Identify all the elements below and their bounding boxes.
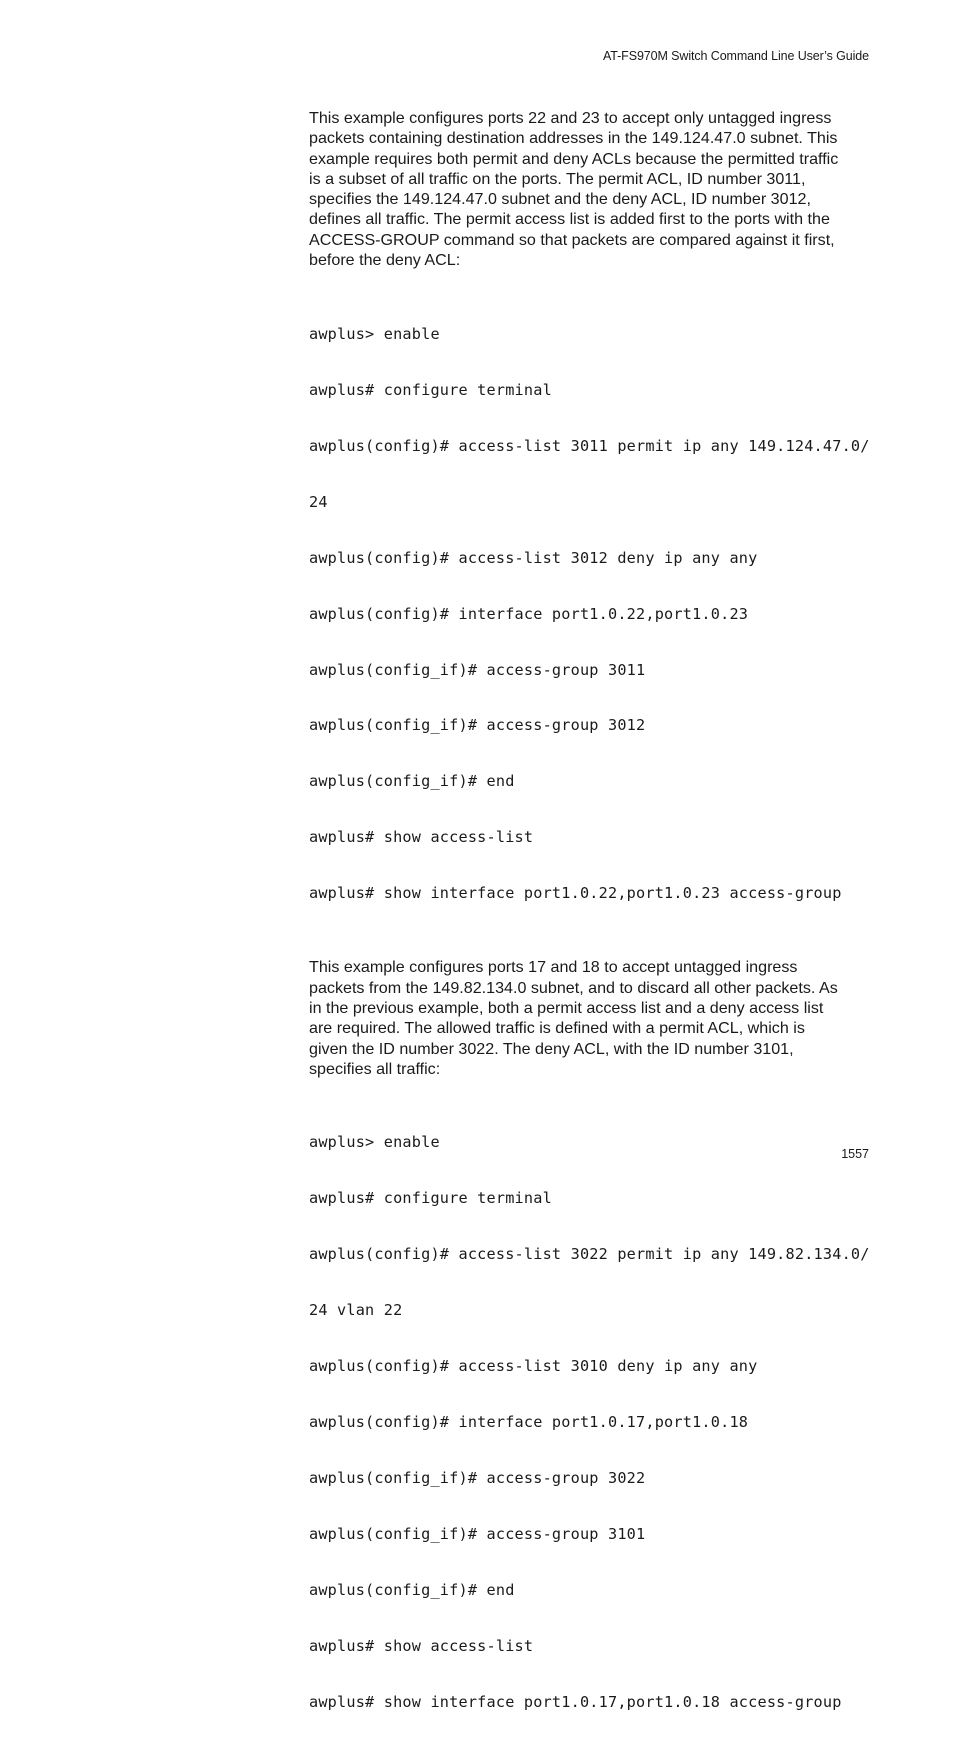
code-line: awplus# show interface port1.0.17,port1.0.18 access-group [309, 1693, 842, 1712]
paragraph-line: packets from the 149.82.134.0 subnet, and to discard all other packets. As [309, 978, 838, 997]
code-line: awplus(config)# access-list 3022 permit ip any 149.82.134.0/ [309, 1245, 870, 1264]
code-line: awplus(config)# access-list 3012 deny ip any any [309, 548, 758, 567]
paragraph-line: specifies all traffic: [309, 1059, 441, 1078]
code-line: awplus# configure terminal [309, 380, 552, 399]
code-line: awplus(config)# access-list 3011 permit ip any 149.124.47.0/ [309, 436, 870, 455]
code-line: awplus(config_if)# access-group 3011 [309, 660, 646, 679]
page-number: 1557 [841, 1147, 869, 1161]
paragraph-line: in the previous example, both a permit access list and a deny access list [309, 998, 824, 1017]
code-line: 24 [309, 492, 328, 511]
paragraph-line: example requires both permit and deny ACLs because the permitted traffic [309, 149, 839, 168]
code-line: awplus# configure terminal [309, 1189, 552, 1208]
paragraph-line: This example configures ports 17 and 18 to accept untagged ingress [309, 958, 798, 977]
code-line: awplus> enable [309, 1133, 440, 1152]
code-line: awplus# show interface port1.0.22,port1.0.23 access-group [309, 884, 842, 903]
paragraph-line: packets containing destination addresses in the 149.124.47.0 subnet. This [309, 129, 838, 148]
paragraph-line: specifies the 149.124.47.0 subnet and the deny ACL, ID number 3012, [309, 190, 811, 209]
code-line: awplus(config)# interface port1.0.22,port1.0.23 [309, 604, 749, 623]
paragraph-line: defines all traffic. The permit access list is added first to the ports with the [309, 210, 830, 229]
running-header: AT-FS970M Switch Command Line User’s Guide [602, 49, 869, 63]
page-content [309, 108, 871, 1749]
code-example-ports-17-18 [309, 1096, 871, 1749]
code-line: awplus(config_if)# access-group 3022 [309, 1469, 646, 1488]
code-line: 24 vlan 22 [309, 1301, 403, 1320]
paragraph-line: are required. The allowed traffic is defined with a permit ACL, which is [309, 1019, 805, 1038]
code-line: awplus# show access-list [309, 828, 534, 847]
code-line: awplus> enable [309, 324, 440, 343]
code-line: awplus(config_if)# access-group 3012 [309, 716, 646, 735]
paragraph-line: is a subset of all traffic on the ports. The permit ACL, ID number 3011, [309, 169, 806, 188]
paragraph-line: before the deny ACL: [309, 251, 461, 270]
paragraph-line: This example configures ports 22 and 23 to accept only untagged ingress [309, 109, 832, 127]
paragraph-ports-22-23 [309, 108, 871, 270]
paragraph-line: ACCESS-GROUP command so that packets are compared against it first, [309, 230, 835, 249]
code-example-ports-22-23 [309, 287, 871, 940]
code-line: awplus(config_if)# access-group 3101 [309, 1525, 646, 1544]
code-line: awplus(config)# interface port1.0.17,port1.0.18 [309, 1413, 749, 1432]
paragraph-line: given the ID number 3022. The deny ACL, with the ID number 3101, [309, 1039, 794, 1058]
code-line: awplus# show access-list [309, 1637, 534, 1656]
code-line: awplus(config_if)# end [309, 772, 515, 791]
code-line: awplus(config_if)# end [309, 1581, 515, 1600]
paragraph-ports-17-18 [309, 957, 871, 1079]
code-line: awplus(config)# access-list 3010 deny ip any any [309, 1357, 758, 1376]
